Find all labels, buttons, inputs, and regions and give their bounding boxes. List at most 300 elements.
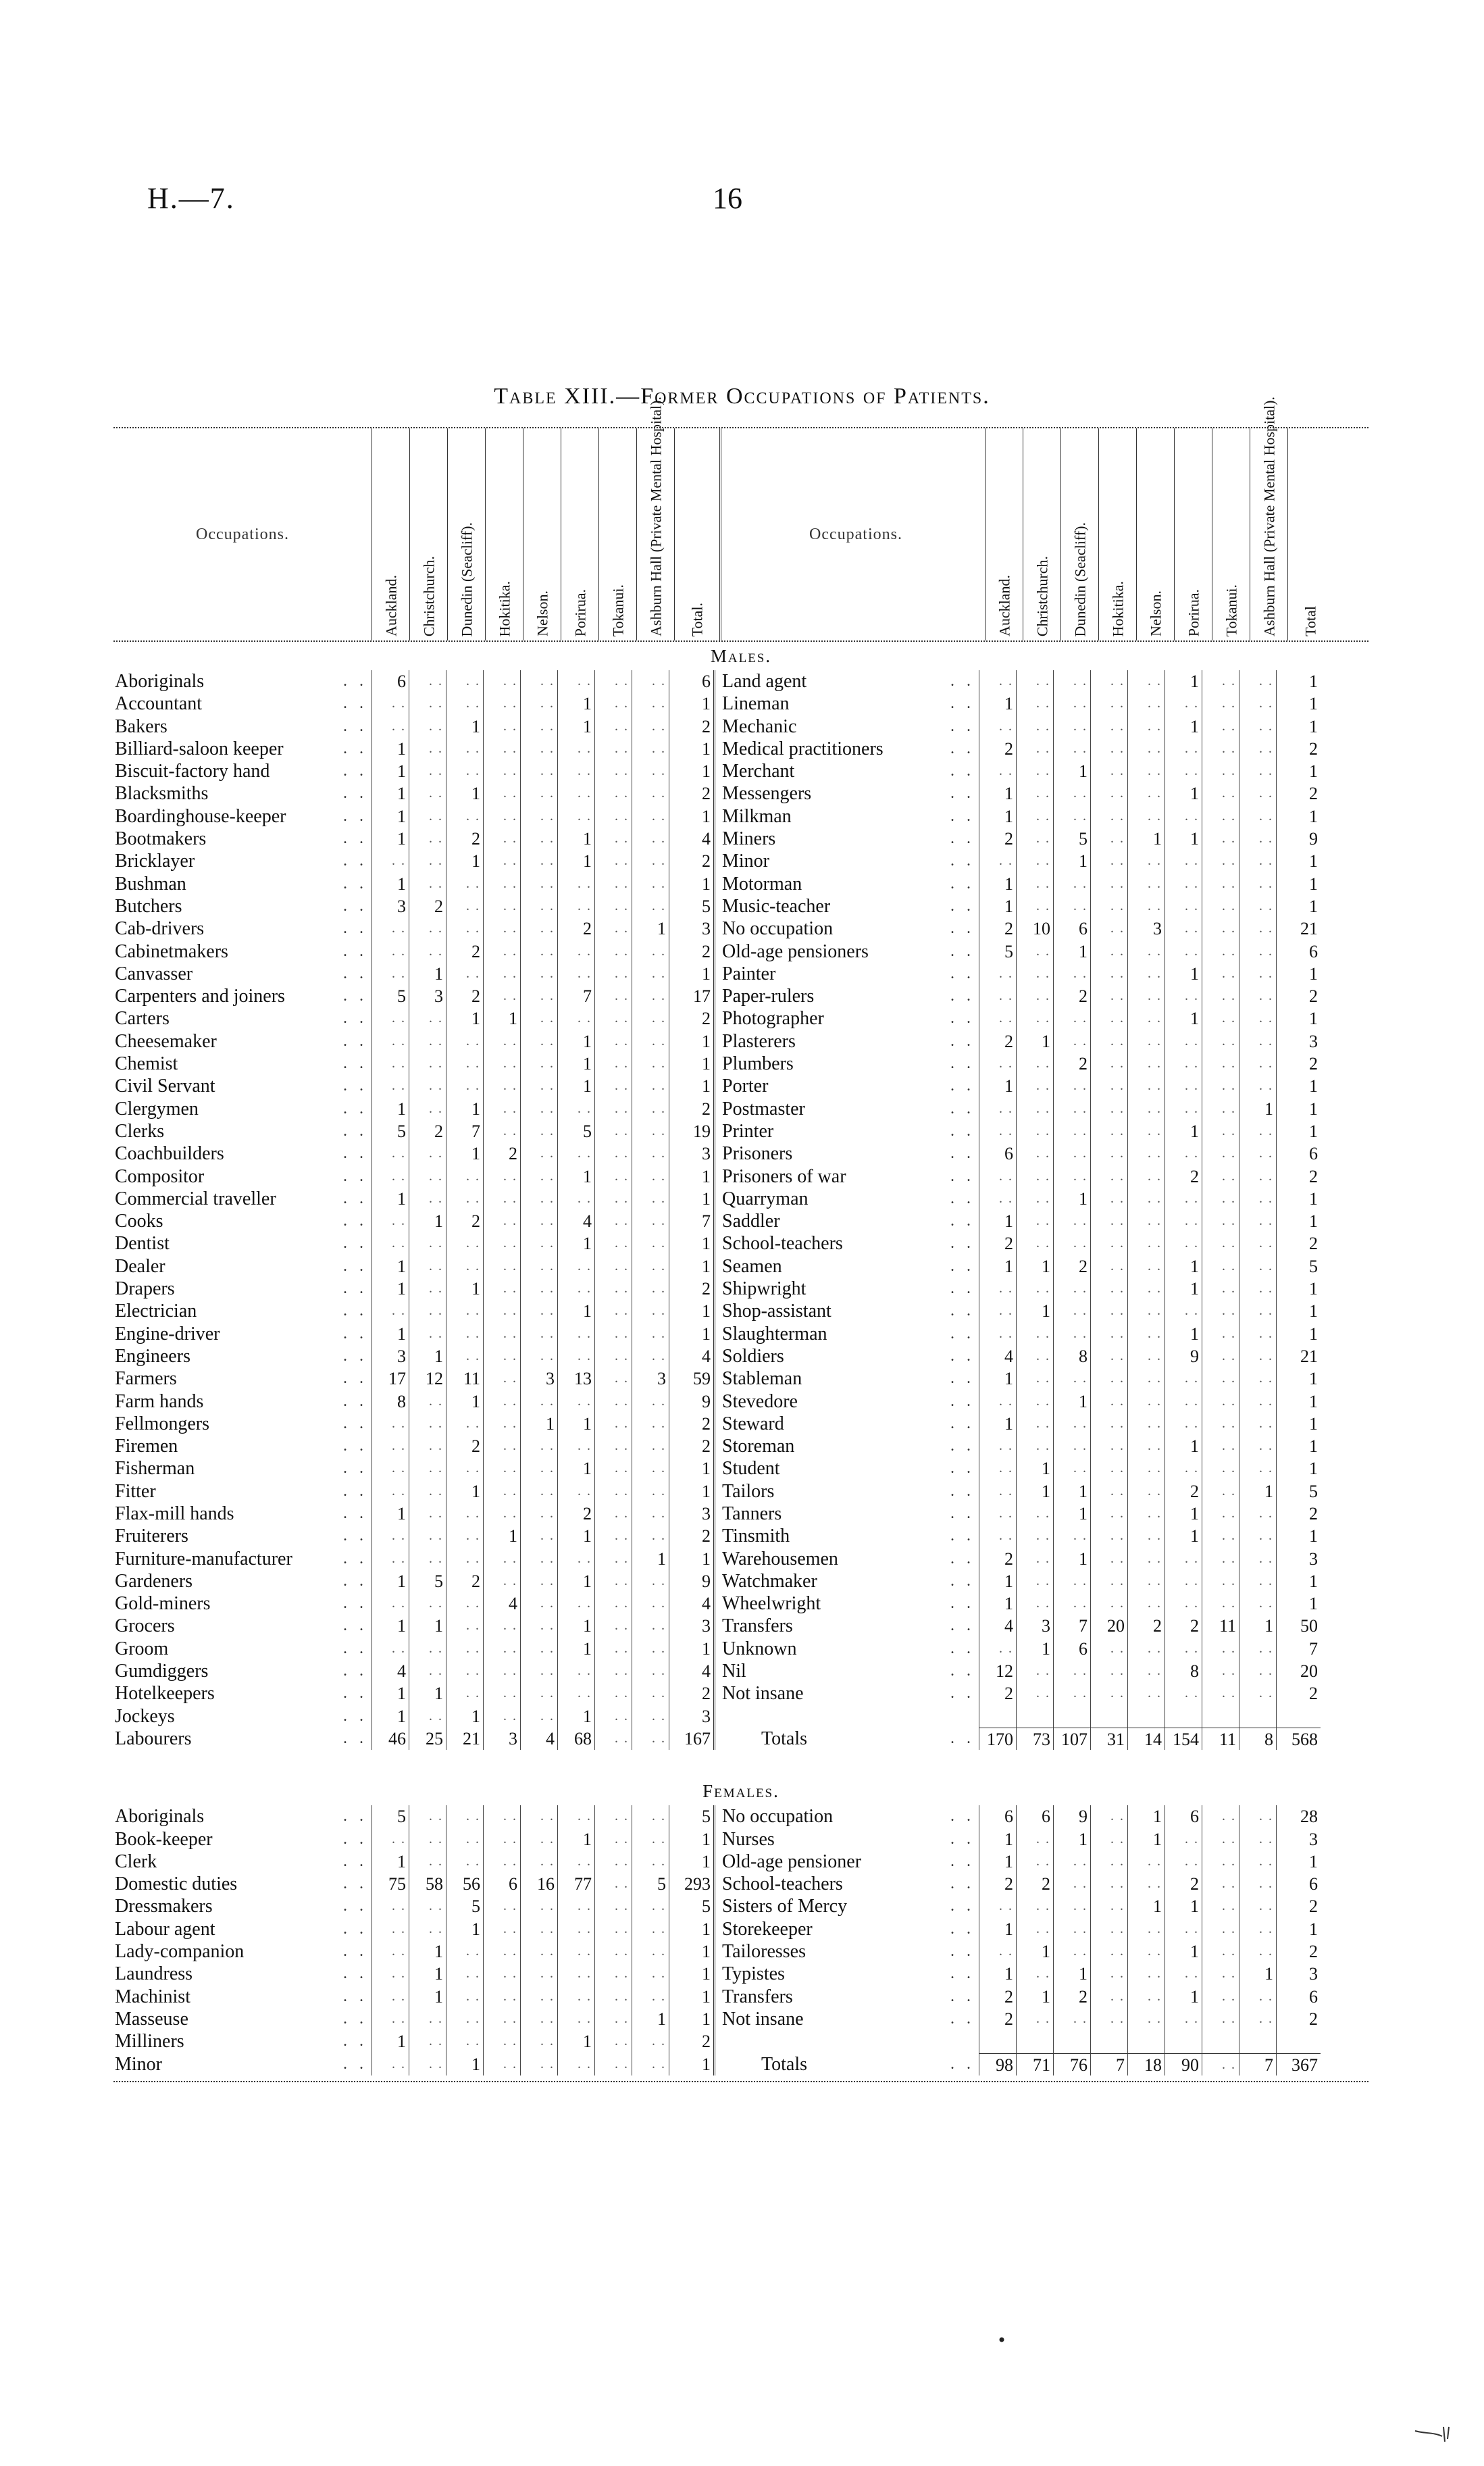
count-cell: . . bbox=[1127, 1480, 1165, 1503]
count-cell: . . bbox=[1165, 985, 1202, 1007]
count-cell: . . bbox=[520, 1682, 557, 1705]
count-cell: . . bbox=[1239, 738, 1276, 760]
count-cell: . . bbox=[1016, 1075, 1053, 1097]
count-cell: . . bbox=[632, 1007, 669, 1030]
table-row bbox=[113, 1638, 713, 1660]
count-cell: . . bbox=[1239, 1413, 1276, 1435]
count-cell: . . bbox=[372, 1895, 409, 1917]
count-cell: . . bbox=[557, 1323, 594, 1345]
total-cell: 1 bbox=[1276, 1525, 1321, 1547]
count-cell: . . bbox=[483, 1188, 520, 1210]
total-cell: 1 bbox=[1276, 963, 1321, 985]
count-cell bbox=[1202, 2030, 1239, 2053]
count-cell: . . bbox=[1090, 1007, 1127, 1030]
count-cell: . . bbox=[1202, 1120, 1239, 1142]
dot-leader: . . bbox=[343, 1919, 367, 1938]
count-cell: . . bbox=[1090, 1986, 1127, 2008]
count-cell: . . bbox=[1239, 1638, 1276, 1660]
occupation-cell bbox=[113, 850, 372, 872]
table-row bbox=[113, 1188, 713, 1210]
count-cell: 1 bbox=[557, 1165, 594, 1188]
occupation-name: Bootmakers bbox=[115, 828, 209, 849]
count-cell: . . bbox=[557, 760, 594, 782]
count-cell: . . bbox=[1127, 1570, 1165, 1592]
dot-leader: . . bbox=[343, 2009, 367, 2028]
dot-leader: . . bbox=[343, 1942, 367, 1961]
table-row bbox=[113, 1503, 713, 1525]
count-cell: . . bbox=[409, 2030, 446, 2053]
count-cell: 1 bbox=[483, 1525, 520, 1547]
count-cell: . . bbox=[372, 1963, 409, 1985]
count-cell: . . bbox=[979, 670, 1016, 693]
count-cell: . . bbox=[1202, 1098, 1239, 1120]
count-cell: . . bbox=[520, 1390, 557, 1413]
occupation-name: Miners bbox=[722, 828, 778, 849]
occupation-name: Messengers bbox=[722, 783, 814, 804]
count-cell: . . bbox=[594, 1660, 632, 1682]
total-cell: 2 bbox=[1276, 1895, 1321, 1917]
left-column-header bbox=[598, 428, 636, 640]
table-row bbox=[113, 917, 713, 940]
dot-leader: . . bbox=[343, 1482, 367, 1500]
count-cell: . . bbox=[632, 1963, 669, 1985]
count-cell: . . bbox=[409, 828, 446, 850]
count-cell: . . bbox=[632, 1278, 669, 1300]
count-cell: . . bbox=[520, 2053, 557, 2075]
occupation-cell bbox=[721, 1142, 979, 1165]
occupation-name: Fitter bbox=[115, 1481, 159, 1502]
count-cell: 5 bbox=[1053, 828, 1090, 850]
count-cell: . . bbox=[1165, 1918, 1202, 1940]
count-cell: 7 bbox=[557, 985, 594, 1007]
count-cell: 2 bbox=[1053, 1255, 1090, 1278]
count-cell: . . bbox=[632, 1188, 669, 1210]
count-cell: 1 bbox=[1016, 1480, 1053, 1503]
occupation-name: Aboriginals bbox=[115, 1806, 207, 1827]
count-cell: 1 bbox=[557, 715, 594, 738]
count-cell: . . bbox=[594, 670, 632, 693]
dot-leader: . . bbox=[343, 807, 367, 825]
count-cell: 1 bbox=[1053, 850, 1090, 872]
dot-leader: . . bbox=[950, 1189, 975, 1207]
count-cell: . . bbox=[632, 693, 669, 715]
occupation-name: Wheelwright bbox=[722, 1593, 823, 1614]
count-cell: . . bbox=[557, 1098, 594, 1120]
count-cell: . . bbox=[1202, 1300, 1239, 1322]
dot-leader: . . bbox=[950, 1280, 975, 1298]
count-cell: . . bbox=[483, 917, 520, 940]
total-cell: 1 bbox=[1276, 1592, 1321, 1615]
table-row bbox=[113, 2008, 713, 2030]
occupation-cell bbox=[721, 850, 979, 872]
count-cell: 2 bbox=[409, 895, 446, 917]
count-cell: . . bbox=[520, 1142, 557, 1165]
count-cell: . . bbox=[1202, 963, 1239, 985]
count-cell: . . bbox=[557, 1660, 594, 1682]
count-cell: . . bbox=[632, 1570, 669, 1592]
count-cell: . . bbox=[594, 1345, 632, 1367]
count-cell: 1 bbox=[372, 1098, 409, 1120]
count-cell: . . bbox=[594, 1210, 632, 1232]
count-cell: . . bbox=[594, 1120, 632, 1142]
right-column-header-label: Dunedin (Seacliff). bbox=[1071, 522, 1088, 636]
count-cell: . . bbox=[557, 2053, 594, 2075]
total-cell: 2 bbox=[1276, 1232, 1321, 1255]
count-cell: . . bbox=[1127, 1525, 1165, 1547]
count-cell: . . bbox=[557, 1278, 594, 1300]
count-cell: . . bbox=[979, 1278, 1016, 1300]
count-cell: . . bbox=[446, 670, 483, 693]
count-cell: . . bbox=[1239, 1142, 1276, 1165]
count-cell: 170 bbox=[979, 1728, 1016, 1750]
count-cell: 6 bbox=[1053, 1638, 1090, 1660]
count-cell: . . bbox=[1202, 1053, 1239, 1075]
total-cell: 1 bbox=[669, 693, 713, 715]
dot-leader: . . bbox=[343, 1639, 367, 1657]
dot-leader: . . bbox=[343, 1830, 367, 1848]
occupation-name: Saddler bbox=[722, 1211, 783, 1232]
count-cell: . . bbox=[1202, 1660, 1239, 1682]
occupation-name: Flax-mill hands bbox=[115, 1503, 237, 1524]
count-cell: . . bbox=[409, 1918, 446, 1940]
occupation-name: Dealer bbox=[115, 1256, 168, 1277]
count-cell: 5 bbox=[372, 1120, 409, 1142]
count-cell: 1 bbox=[557, 850, 594, 872]
count-cell: . . bbox=[520, 1705, 557, 1728]
count-cell: . . bbox=[372, 850, 409, 872]
count-cell: . . bbox=[1165, 1413, 1202, 1435]
table-row bbox=[113, 1548, 713, 1570]
total-cell: 1 bbox=[1276, 1851, 1321, 1873]
occupation-cell bbox=[113, 782, 372, 805]
table-row bbox=[113, 2030, 713, 2053]
dot-leader: . . bbox=[950, 874, 975, 892]
occupation-cell bbox=[721, 670, 979, 693]
total-cell: 1 bbox=[669, 1940, 713, 1963]
count-cell: . . bbox=[1127, 2008, 1165, 2030]
double-rule bbox=[713, 1805, 721, 2075]
total-cell: 3 bbox=[669, 1142, 713, 1165]
count-cell: . . bbox=[1127, 1390, 1165, 1413]
count-cell: . . bbox=[1053, 1323, 1090, 1345]
table-row bbox=[721, 1457, 1321, 1480]
total-cell: 19 bbox=[669, 1120, 713, 1142]
count-cell: . . bbox=[1202, 1188, 1239, 1210]
count-cell: . . bbox=[520, 1075, 557, 1097]
count-cell: . . bbox=[372, 2008, 409, 2030]
dot-leader: . . bbox=[343, 1257, 367, 1275]
count-cell: . . bbox=[594, 1142, 632, 1165]
occupation-cell bbox=[113, 1435, 372, 1457]
dot-leader: . . bbox=[950, 1257, 975, 1275]
count-cell: . . bbox=[979, 1940, 1016, 1963]
males-left-half bbox=[113, 670, 713, 1750]
count-cell: . . bbox=[520, 1007, 557, 1030]
double-rule bbox=[713, 670, 721, 1750]
count-cell: 76 bbox=[1053, 2053, 1090, 2075]
total-cell: 1 bbox=[669, 805, 713, 828]
occupation-name: Photographer bbox=[722, 1008, 827, 1029]
count-cell: . . bbox=[1016, 1323, 1053, 1345]
occupation-cell bbox=[113, 895, 372, 917]
total-cell: 1 bbox=[1276, 1098, 1321, 1120]
count-cell: . . bbox=[1202, 1007, 1239, 1030]
count-cell: 46 bbox=[372, 1728, 409, 1750]
count-cell: . . bbox=[520, 1851, 557, 1873]
occupation-cell bbox=[721, 1895, 979, 1917]
count-cell: . . bbox=[557, 895, 594, 917]
dot-leader: . . bbox=[343, 830, 367, 848]
count-cell: . . bbox=[594, 1030, 632, 1053]
table-row bbox=[721, 1480, 1321, 1503]
count-cell: . . bbox=[372, 1075, 409, 1097]
count-cell: 1 bbox=[557, 1232, 594, 1255]
count-cell: 1 bbox=[520, 1413, 557, 1435]
count-cell: 1 bbox=[979, 1851, 1016, 1873]
count-cell: . . bbox=[1165, 1390, 1202, 1413]
dot-leader: . . bbox=[950, 762, 975, 780]
right-column-header bbox=[1287, 428, 1333, 640]
count-cell: . . bbox=[1165, 1682, 1202, 1705]
count-cell: 1 bbox=[557, 1053, 594, 1075]
count-cell: . . bbox=[632, 1682, 669, 1705]
left-column-header bbox=[674, 428, 719, 640]
count-cell: . . bbox=[594, 1007, 632, 1030]
count-cell: . . bbox=[483, 850, 520, 872]
occupation-name: Butchers bbox=[115, 896, 185, 917]
count-cell: . . bbox=[372, 1918, 409, 1940]
table-row bbox=[721, 1435, 1321, 1457]
occupation-cell bbox=[721, 2008, 979, 2030]
count-cell: 1 bbox=[979, 693, 1016, 715]
count-cell: . . bbox=[1090, 1503, 1127, 1525]
count-cell: . . bbox=[1016, 1503, 1053, 1525]
table-row bbox=[721, 693, 1321, 715]
dot-leader: . . bbox=[950, 1942, 975, 1961]
total-cell: 568 bbox=[1276, 1728, 1321, 1750]
total-cell: 3 bbox=[669, 1615, 713, 1637]
dot-leader: . . bbox=[950, 942, 975, 960]
count-cell: . . bbox=[1090, 1480, 1127, 1503]
count-cell: . . bbox=[594, 1918, 632, 1940]
header-double-rule bbox=[719, 428, 727, 640]
total-cell: 21 bbox=[1276, 917, 1321, 940]
table-row bbox=[113, 693, 713, 715]
occupation-cell bbox=[721, 2053, 979, 2075]
totals-row bbox=[721, 2053, 1321, 2075]
occupation-cell bbox=[721, 2030, 979, 2053]
count-cell: . . bbox=[483, 1165, 520, 1188]
count-cell: . . bbox=[1165, 1828, 1202, 1851]
count-cell: . . bbox=[520, 1210, 557, 1232]
count-cell: . . bbox=[1016, 738, 1053, 760]
count-cell: . . bbox=[1202, 1570, 1239, 1592]
occupation-cell bbox=[721, 1682, 979, 1705]
count-cell: . . bbox=[1165, 1592, 1202, 1615]
total-cell: 2 bbox=[669, 940, 713, 963]
table-row bbox=[721, 760, 1321, 782]
count-cell: . . bbox=[1053, 1075, 1090, 1097]
occupation-name: Cabinetmakers bbox=[115, 941, 231, 962]
dot-leader: . . bbox=[343, 717, 367, 735]
occupation-cell bbox=[113, 1098, 372, 1120]
count-cell: 6 bbox=[979, 1805, 1016, 1828]
count-cell: 1 bbox=[409, 1986, 446, 2008]
count-cell: . . bbox=[1239, 1828, 1276, 1851]
count-cell: . . bbox=[632, 1413, 669, 1435]
occupation-name: Tailoresses bbox=[722, 1941, 809, 1962]
total-cell: 1 bbox=[669, 1548, 713, 1570]
total-cell: 3 bbox=[1276, 1828, 1321, 1851]
females-section bbox=[113, 1805, 1368, 2075]
table-row bbox=[721, 1638, 1321, 1660]
dot-leader: . . bbox=[343, 1852, 367, 1870]
count-cell: . . bbox=[1165, 1300, 1202, 1322]
count-cell: . . bbox=[1202, 782, 1239, 805]
dot-leader: . . bbox=[343, 1965, 367, 1983]
dot-leader: . . bbox=[950, 1875, 975, 1893]
dot-leader: . . bbox=[950, 807, 975, 825]
dot-leader: . . bbox=[950, 739, 975, 757]
count-cell: . . bbox=[1127, 1210, 1165, 1232]
table-row bbox=[721, 1075, 1321, 1097]
count-cell: . . bbox=[632, 1435, 669, 1457]
count-cell: . . bbox=[1053, 1300, 1090, 1322]
table-row bbox=[113, 1232, 713, 1255]
count-cell: . . bbox=[979, 1390, 1016, 1413]
count-cell: . . bbox=[1165, 1638, 1202, 1660]
total-cell: 1 bbox=[669, 1918, 713, 1940]
count-cell: . . bbox=[1016, 1828, 1053, 1851]
count-cell: . . bbox=[1090, 1660, 1127, 1682]
count-cell: . . bbox=[594, 1053, 632, 1075]
total-cell: 3 bbox=[669, 917, 713, 940]
females-left-half bbox=[113, 1805, 713, 2075]
occupation-cell bbox=[721, 1805, 979, 1828]
count-cell: . . bbox=[1053, 738, 1090, 760]
count-cell: . . bbox=[979, 1457, 1016, 1480]
count-cell: . . bbox=[632, 1098, 669, 1120]
table-row bbox=[721, 1660, 1321, 1682]
count-cell: 1 bbox=[372, 1255, 409, 1278]
count-cell bbox=[1239, 2030, 1276, 2053]
count-cell: . . bbox=[446, 2030, 483, 2053]
count-cell: . . bbox=[446, 1345, 483, 1367]
count-cell: . . bbox=[594, 760, 632, 782]
count-cell bbox=[979, 2030, 1016, 2053]
occupation-cell bbox=[721, 873, 979, 895]
occupation-name: Clerks bbox=[115, 1121, 167, 1142]
occupation-name: Not insane bbox=[722, 1683, 807, 1704]
table-row bbox=[721, 1255, 1321, 1278]
dot-leader: . . bbox=[343, 739, 367, 757]
count-cell bbox=[1127, 1705, 1165, 1728]
occupation-cell bbox=[113, 1503, 372, 1525]
count-cell: . . bbox=[1239, 1345, 1276, 1367]
count-cell: . . bbox=[409, 1480, 446, 1503]
count-cell: . . bbox=[520, 760, 557, 782]
count-cell: . . bbox=[1202, 1828, 1239, 1851]
count-cell: . . bbox=[409, 940, 446, 963]
count-cell: 1 bbox=[1127, 1895, 1165, 1917]
count-cell: 1 bbox=[557, 1570, 594, 1592]
occupation-cell bbox=[721, 1435, 979, 1457]
count-cell: . . bbox=[409, 1232, 446, 1255]
count-cell: . . bbox=[1016, 1570, 1053, 1592]
count-cell: . . bbox=[1053, 693, 1090, 715]
table-row bbox=[721, 715, 1321, 738]
count-cell: . . bbox=[632, 1232, 669, 1255]
table-row bbox=[721, 1548, 1321, 1570]
count-cell: . . bbox=[1053, 1232, 1090, 1255]
count-cell: 90 bbox=[1165, 2053, 1202, 2075]
count-cell: . . bbox=[979, 1188, 1016, 1210]
count-cell: 7 bbox=[1239, 2053, 1276, 2075]
count-cell: . . bbox=[1053, 1660, 1090, 1682]
count-cell: . . bbox=[1202, 693, 1239, 715]
count-cell: . . bbox=[557, 873, 594, 895]
table-row bbox=[113, 895, 713, 917]
dot-leader: . . bbox=[950, 1684, 975, 1703]
table-row bbox=[113, 1895, 713, 1917]
count-cell: 6 bbox=[372, 670, 409, 693]
occupation-cell bbox=[721, 1165, 979, 1188]
page-number: 16 bbox=[713, 182, 742, 215]
count-cell: . . bbox=[409, 1435, 446, 1457]
count-cell: . . bbox=[483, 2030, 520, 2053]
count-cell: 2 bbox=[483, 1142, 520, 1165]
count-cell: . . bbox=[1090, 1390, 1127, 1413]
count-cell: 1 bbox=[372, 1851, 409, 1873]
count-cell: 1 bbox=[979, 1963, 1016, 1985]
occupation-cell bbox=[113, 1345, 372, 1367]
table-row bbox=[721, 1918, 1321, 1940]
count-cell: . . bbox=[1127, 1503, 1165, 1525]
left-column-header bbox=[523, 428, 561, 640]
count-cell: . . bbox=[594, 1278, 632, 1300]
count-cell: . . bbox=[446, 1413, 483, 1435]
occupation-cell bbox=[113, 1232, 372, 1255]
count-cell: 5 bbox=[372, 1805, 409, 1828]
occupation-name: Shop-assistant bbox=[722, 1301, 834, 1322]
count-cell: . . bbox=[1090, 1188, 1127, 1210]
table-row bbox=[113, 1390, 713, 1413]
count-cell: . . bbox=[632, 670, 669, 693]
occupation-cell bbox=[721, 1828, 979, 1851]
count-cell: . . bbox=[1053, 715, 1090, 738]
occupation-name: Shipwright bbox=[722, 1278, 809, 1299]
count-cell: . . bbox=[1127, 1873, 1165, 1895]
total-cell: 1 bbox=[1276, 873, 1321, 895]
count-cell: . . bbox=[1016, 1210, 1053, 1232]
count-cell: 5 bbox=[446, 1895, 483, 1917]
count-cell: . . bbox=[1053, 670, 1090, 693]
count-cell: . . bbox=[1202, 1638, 1239, 1660]
right-column-header bbox=[1136, 428, 1174, 640]
count-cell: . . bbox=[372, 1592, 409, 1615]
count-cell: . . bbox=[632, 940, 669, 963]
total-cell: 6 bbox=[1276, 1986, 1321, 2008]
count-cell: . . bbox=[1016, 850, 1053, 872]
occupation-name: Labourers bbox=[115, 1728, 195, 1749]
count-cell: 1 bbox=[632, 1548, 669, 1570]
count-cell: . . bbox=[594, 1188, 632, 1210]
count-cell: . . bbox=[520, 850, 557, 872]
count-cell: 7 bbox=[446, 1120, 483, 1142]
count-cell: . . bbox=[483, 715, 520, 738]
count-cell: . . bbox=[446, 1232, 483, 1255]
count-cell: . . bbox=[520, 1828, 557, 1851]
